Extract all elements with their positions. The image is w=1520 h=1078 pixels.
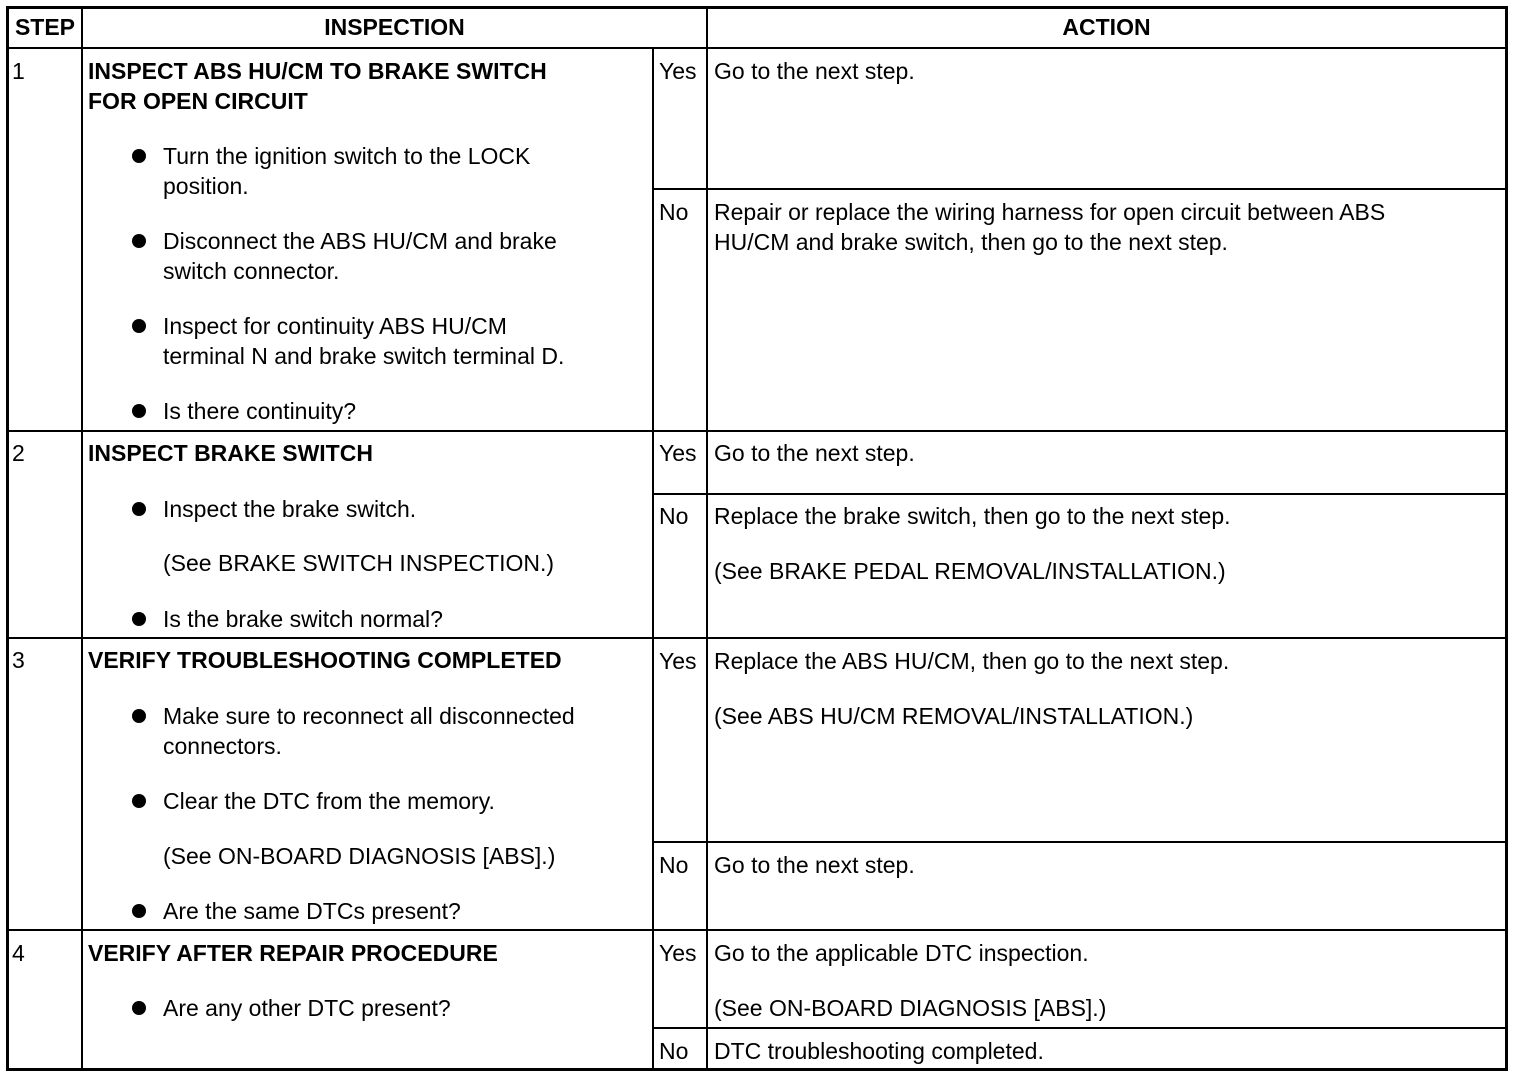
- step-title: INSPECT BRAKE SWITCH: [88, 440, 373, 466]
- bullet-icon: [132, 709, 146, 723]
- header-step: STEP: [14, 14, 76, 40]
- no-action: Repair or replace the wiring harness for open circuit between ABS: [714, 199, 1386, 225]
- yes-label: Yes: [659, 440, 697, 466]
- table-border-right: [1505, 6, 1508, 1071]
- yes-action: Go to the next step.: [714, 58, 915, 84]
- yes-no-divider-4: [652, 1027, 1508, 1029]
- no-action: Go to the next step.: [714, 852, 915, 878]
- yes-no-divider-2: [652, 493, 1508, 495]
- inspection-item-cont: connectors.: [163, 733, 282, 759]
- yes-action: Replace the ABS HU/CM, then go to the next step.: [714, 648, 1230, 674]
- no-action: DTC troubleshooting completed.: [714, 1038, 1044, 1064]
- inspection-question: Is there continuity?: [163, 398, 357, 424]
- no-action-cont: HU/CM and brake switch, then go to the next step.: [714, 229, 1228, 255]
- inspection-question: Is the brake switch normal?: [163, 606, 443, 632]
- yes-action: Go to the next step.: [714, 440, 915, 466]
- inspection-item: Inspect for continuity ABS HU/CM: [163, 313, 507, 339]
- no-action: Replace the brake switch, then go to the next step.: [714, 503, 1231, 529]
- no-label: No: [659, 199, 689, 225]
- header-divider: [6, 47, 1508, 49]
- step-divider-1-2: [6, 430, 1508, 432]
- table-border-top: [6, 6, 1508, 9]
- yes-no-divider-3: [652, 841, 1508, 843]
- step-divider-2-3: [6, 637, 1508, 639]
- inspection-item: Clear the DTC from the memory.: [163, 788, 495, 814]
- reference-link[interactable]: (See ABS HU/CM REMOVAL/INSTALLATION.): [714, 703, 1194, 729]
- step-number: 4: [12, 940, 25, 966]
- inspection-item: Inspect the brake switch.: [163, 496, 417, 522]
- step-number: 1: [12, 58, 25, 84]
- col-divider-step: [81, 6, 83, 1071]
- no-label: No: [659, 852, 689, 878]
- inspection-item: Disconnect the ABS HU/CM and brake: [163, 228, 557, 254]
- yes-label: Yes: [659, 58, 697, 84]
- inspection-item-cont: terminal N and brake switch terminal D.: [163, 343, 565, 369]
- bullet-icon: [132, 612, 146, 626]
- step-title: VERIFY TROUBLESHOOTING COMPLETED: [88, 647, 562, 673]
- reference-link[interactable]: (See BRAKE PEDAL REMOVAL/INSTALLATION.): [714, 558, 1226, 584]
- inspection-question: Are the same DTCs present?: [163, 898, 461, 924]
- col-divider-yesno: [652, 48, 654, 1071]
- yes-action: Go to the applicable DTC inspection.: [714, 940, 1089, 966]
- no-label: No: [659, 1038, 689, 1064]
- inspection-item: Turn the ignition switch to the LOCK: [163, 143, 531, 169]
- inspection-item: Make sure to reconnect all disconnected: [163, 703, 575, 729]
- step-number: 2: [12, 440, 25, 466]
- reference-link[interactable]: (See ON-BOARD DIAGNOSIS [ABS].): [163, 843, 556, 869]
- step-title: VERIFY AFTER REPAIR PROCEDURE: [88, 940, 498, 966]
- step-title-cont: FOR OPEN CIRCUIT: [88, 88, 308, 114]
- table-border-left: [6, 6, 9, 1071]
- bullet-icon: [132, 1001, 146, 1015]
- bullet-icon: [132, 404, 146, 418]
- step-title: INSPECT ABS HU/CM TO BRAKE SWITCH: [88, 58, 547, 84]
- yes-label: Yes: [659, 648, 697, 674]
- step-number: 3: [12, 647, 25, 673]
- table-border-bottom: [6, 1068, 1508, 1071]
- inspection-question: Are any other DTC present?: [163, 995, 451, 1021]
- inspection-item-cont: position.: [163, 173, 249, 199]
- bullet-icon: [132, 319, 146, 333]
- bullet-icon: [132, 904, 146, 918]
- step-divider-3-4: [6, 929, 1508, 931]
- bullet-icon: [132, 234, 146, 248]
- col-divider-action: [706, 6, 708, 1071]
- reference-link[interactable]: (See BRAKE SWITCH INSPECTION.): [163, 550, 555, 576]
- inspection-item-cont: switch connector.: [163, 258, 340, 284]
- yes-no-divider-1: [652, 188, 1508, 190]
- header-inspection: INSPECTION: [324, 14, 465, 40]
- bullet-icon: [132, 794, 146, 808]
- yes-label: Yes: [659, 940, 697, 966]
- bullet-icon: [132, 149, 146, 163]
- no-label: No: [659, 503, 689, 529]
- bullet-icon: [132, 502, 146, 516]
- header-action: ACTION: [1062, 14, 1151, 40]
- reference-link[interactable]: (See ON-BOARD DIAGNOSIS [ABS].): [714, 995, 1107, 1021]
